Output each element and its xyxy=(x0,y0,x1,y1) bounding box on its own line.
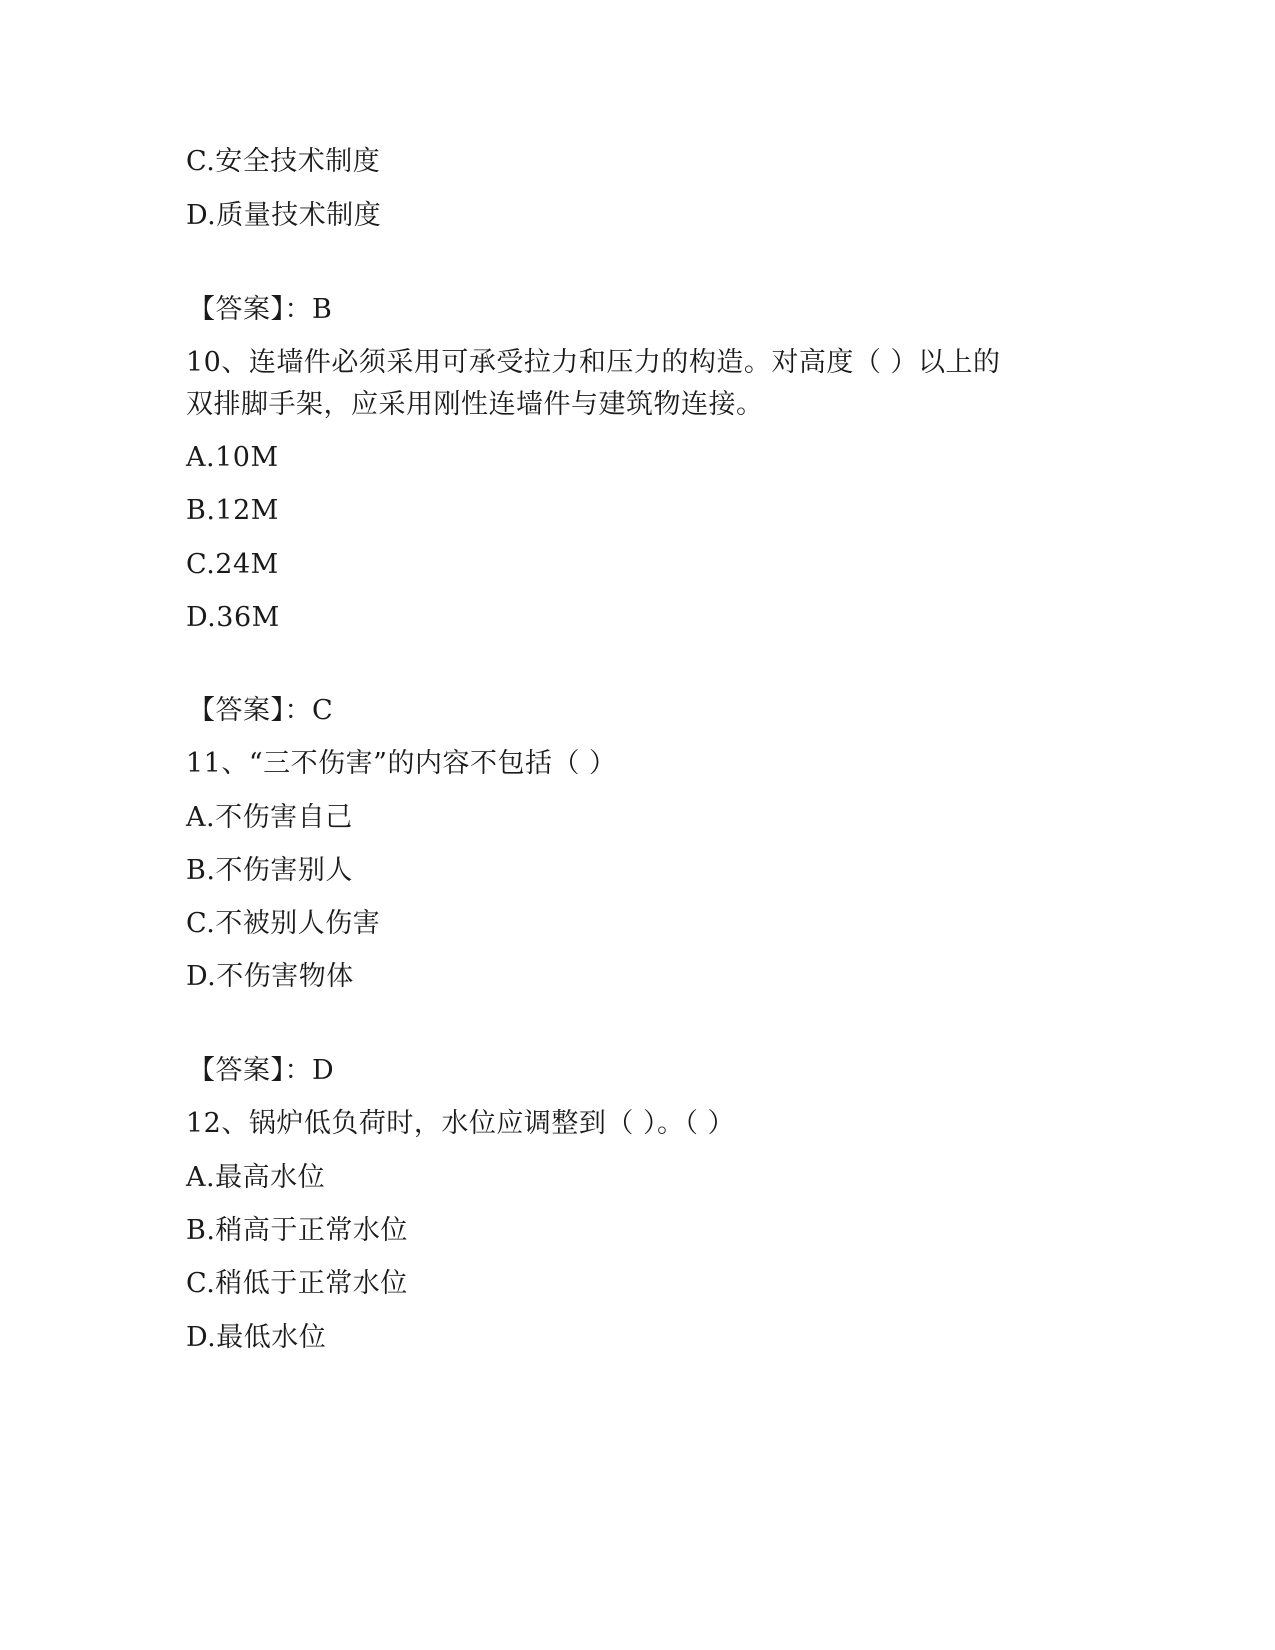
option-d: D.最低水位 xyxy=(186,1322,327,1353)
option-a: A.不伤害自己 xyxy=(186,802,353,833)
option-c: C.24M xyxy=(186,549,279,580)
option-a: A.最高水位 xyxy=(186,1162,326,1193)
question-10-stem-line1: 10、连墙件必须采用可承受拉力和压力的构造。对高度（ ）以上的 xyxy=(186,347,1001,378)
option-d: D.不伤害物体 xyxy=(186,961,354,992)
option-b: B.不伤害别人 xyxy=(186,855,353,886)
option-b: B.12M xyxy=(186,495,279,526)
option-d: D.36M xyxy=(186,602,280,633)
option-b: B.稍高于正常水位 xyxy=(186,1215,408,1246)
question-10-stem-line2: 双排脚手架，应采用刚性连墙件与建筑物连接。 xyxy=(186,389,764,420)
option-c: C.稍低于正常水位 xyxy=(186,1268,408,1299)
option-c: C.不被别人伤害 xyxy=(186,908,381,939)
option-d: D.质量技术制度 xyxy=(186,200,382,231)
option-c: C.安全技术制度 xyxy=(186,146,381,177)
answer-line: 【答案】：B xyxy=(188,294,333,325)
question-11-stem: 11、“三不伤害”的内容不包括（ ） xyxy=(186,748,617,779)
answer-line: 【答案】：C xyxy=(188,695,334,726)
option-a: A.10M xyxy=(186,442,279,473)
answer-line: 【答案】：D xyxy=(188,1055,335,1086)
question-12-stem: 12、锅炉低负荷时，水位应调整到（ ）。（ ） xyxy=(186,1108,736,1139)
